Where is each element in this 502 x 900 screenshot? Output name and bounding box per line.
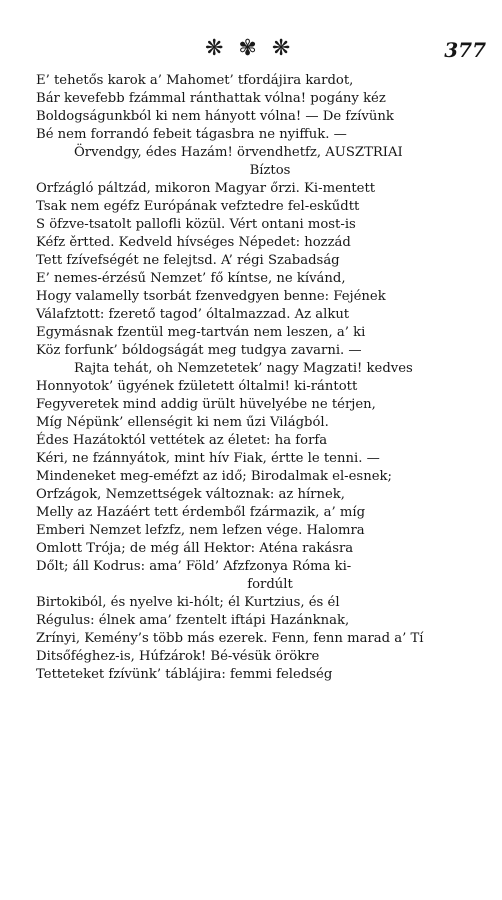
text-line: Kéri, ne fzánnyátok, mint hív Fiak, értte le tenni. — [36,451,380,466]
text-line: E’ tehetős karok a’ Mahomet’ tfordájira kardot, [36,73,354,88]
text-line: Zrínyi, Kemény’s több más ezerek. Fenn, fenn marad a’ Tí [36,631,424,646]
text-line: Régulus: élnek ama’ fzentelt iftápi Hazánknak, [36,613,350,628]
text-line: fordúlt [247,577,293,592]
text-line: Dőlt; áll Kodrus: ama’ Föld’ Afzfzonya Róma ki- [36,559,352,574]
text-line: Fegyveretek mind addig ürült hüvelyébe ne térjen, [36,397,376,412]
text-line: Hogy valamelly tsorbát fzenvedgyen benne: Fejének [36,289,386,304]
text-line: S öfzve-tsatolt pallofli közül. Vért ontani most-is [36,217,356,232]
text-line: Bár kevefebb fzámmal ránthattak vólna! pogány kéz [36,91,386,106]
text-line: Egymásnak fzentül meg-tartván nem leszen, a’ ki [36,325,366,340]
text-line: Tetteteket fzívünk’ táblájira: femmi feledség [36,667,333,682]
text-line: Tsak nem egéfz Európának vefztedre fel-eskűdtt [36,199,360,214]
text-line: E’ nemes-érzésű Nemzet’ fő kíntse, ne kívánd, [36,271,346,286]
text-line: Omlott Trója; de még áll Hektor: Aténa rakásra [36,541,354,556]
text-line: Melly az Hazáért tett érdemből fzármazik, a’ míg [36,505,366,520]
text-line: Rajta tehát, oh Nemzetetek’ nagy Magzati! kedves [74,361,413,376]
text-line: Válafztott: fzerető tagod’ óltalmazzad. Az alkut [36,307,350,322]
text-line: Tett fzívefségét ne felejtsd. A’ régi Szabadság [36,253,340,268]
text-line: Ditsőféghez-is, Húfzárok! Bé-vésük örökre [36,649,320,664]
text-line: Édes Hazátoktól vettétek az életet: ha forfa [36,433,328,448]
text-line: Míg Népünk’ ellenségit ki nem űzi Világból. [36,415,329,430]
poem-text-block [36,72,464,684]
text-line: Orfzágló páltzád, mikoron Magyar őrzi. Ki-mentett [36,181,376,196]
text-line: Orfzágok, Nemzettségek változnak: az hírnek, [36,487,345,502]
page-number: 377 [444,38,486,62]
text-line: Emberi Nemzet lefzfz, nem lefzen vége. Halomra [36,523,365,538]
text-line: Köz forfunk’ bóldogságát meg tudgya zavarni. — [36,343,362,358]
text-line: Bé nem forrandó febeit tágasbra ne nyiffuk. — [36,127,347,142]
header-ornament: ❋ ✾ ❋ [205,36,295,61]
text-line: Örvendgy, édes Hazám! örvendhetfz, AUSZTRIAI [74,145,403,160]
text-line: Honnyotok’ ügyének fzületett óltalmi! ki-rántott [36,379,358,394]
text-line: Boldogságunkból ki nem hányott vólna! — De fzívünk [36,109,394,124]
text-line: Kéfz ěrtted. Kedveld hívséges Népedet: hozzád [36,235,351,250]
text-line: Bíztos [249,163,291,178]
text-line: Mindeneket meg-eméfzt az idő; Birodalmak el-esnek; [36,469,392,484]
text-line: Birtokiból, és nyelve ki-hólt; él Kurtzius, és él [36,595,340,610]
